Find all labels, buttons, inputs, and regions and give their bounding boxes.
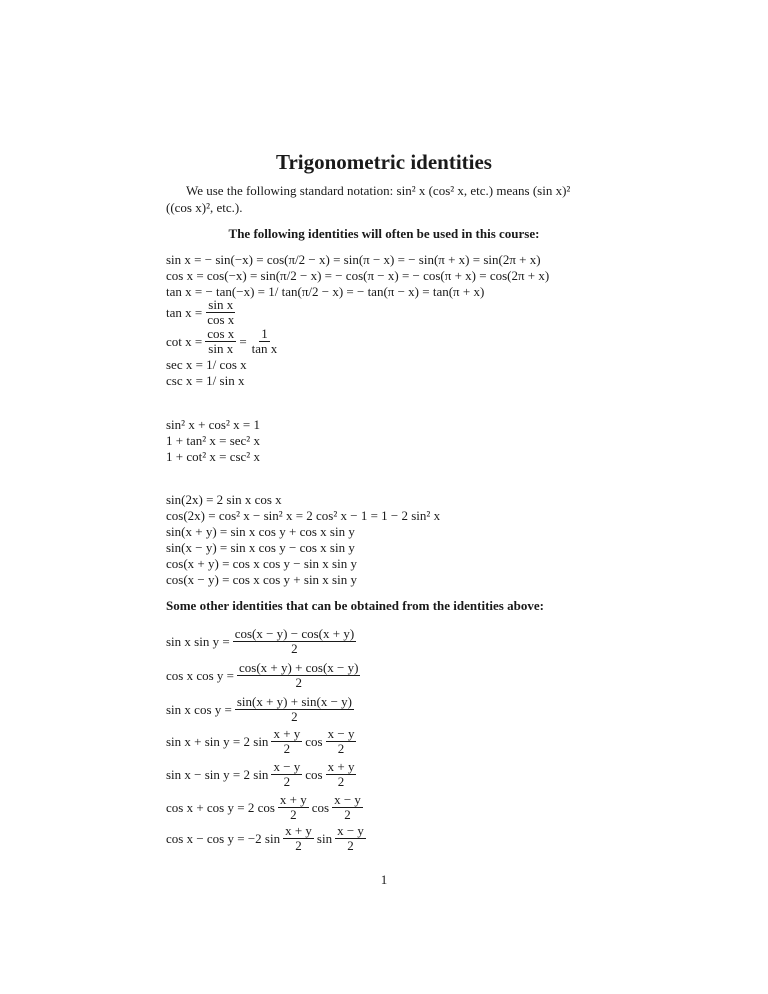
stp-num-1: x + y [279,792,307,807]
cot-denominator-1: sin x [208,341,234,356]
identity-sin-diff: sin(x − y) = sin x cos y − cos x sin y [166,540,355,555]
identity-cos-sum: cos(x + y) = cos x cos y − sin x sin y [166,556,357,571]
stp-fraction-2 [326,727,357,756]
stp-mid: cos [305,733,323,749]
stp-den-2: 2 [337,774,345,789]
stp-den-2: 2 [344,807,351,822]
cot-fraction-2 [250,327,280,356]
identity-tan: tan x = − tan(−x) = 1/ tan(π/2 − x) = − tan(π − x) = tan(π + x) [166,284,485,299]
stp-mid: cos [311,799,330,815]
tan-fraction [205,298,236,327]
cot-lhs: cot x = [166,333,203,349]
tan-denominator: cos x [207,312,235,327]
pythagorean-2: 1 + tan² x = sec² x [166,433,260,448]
page-title: Trigonometric identities [276,150,492,174]
intro-line-2: ((cos x)², etc.). [166,200,243,215]
sum-to-product-1 [166,727,359,756]
product-to-sum-1 [166,627,359,656]
stp-den-1: 2 [283,741,291,756]
stp-fraction-2 [335,824,366,853]
stp-fraction-1 [271,727,302,756]
pts-numerator: cos(x − y) − cos(x + y) [234,626,355,641]
cot-numerator-2: 1 [261,326,268,341]
stp-mid: cos [305,766,323,782]
pts-lhs: cos x cos y = [166,667,234,683]
cot-fraction-1 [205,327,236,356]
pts-lhs: sin x cos y = [166,701,232,717]
stp-fraction-2 [332,793,363,822]
sum-to-product-3 [166,793,366,822]
pts-denominator: 2 [291,709,298,724]
stp-lhs: sin x + sin y = 2 sin [166,733,269,749]
product-to-sum-2 [166,661,363,690]
csc-definition: csc x = 1/ sin x [166,373,245,388]
stp-mid: sin [316,830,333,846]
stp-num-1: x − y [273,759,301,774]
stp-num-1: x + y [285,823,312,838]
pts-numerator: cos(x + y) + cos(x − y) [239,660,359,675]
pts-fraction [233,627,356,656]
pts-numerator: sin(x + y) + sin(x − y) [236,694,352,709]
pythagorean-1: sin² x + cos² x = 1 [166,417,260,432]
tan-definition [166,298,239,327]
stp-fraction-1 [271,760,302,789]
stp-lhs: cos x + cos y = 2 cos [166,799,275,815]
cot-equals: = [239,333,247,349]
pts-lhs: sin x sin y = [166,633,230,649]
sum-to-product-4 [166,824,369,853]
stp-num-2: x − y [327,726,355,741]
page-number: 1 [380,872,388,887]
stp-den-2: 2 [347,838,354,853]
identity-sin-2x: sin(2x) = 2 sin x cos x [166,492,282,507]
stp-fraction-1 [278,793,309,822]
stp-num-2: x − y [334,792,361,807]
stp-num-2: x + y [327,759,355,774]
section-heading-derived: Some other identities that can be obtained from the identities above: [166,598,544,613]
stp-fraction-1 [283,824,314,853]
stp-den-1: 2 [290,807,297,822]
stp-fraction-2 [326,760,357,789]
stp-lhs: cos x − cos y = −2 sin [166,830,281,846]
pts-denominator: 2 [295,675,302,690]
intro-line-1: We use the following standard notation: sin² x (cos² x, etc.) means (sin x)² [186,183,571,198]
tan-lhs: tan x = [166,304,203,320]
pts-fraction [235,695,354,724]
pts-fraction [237,661,360,690]
stp-den-1: 2 [283,774,291,789]
identity-cos-diff: cos(x − y) = cos x cos y + sin x sin y [166,572,357,587]
identity-sin: sin x = − sin(−x) = cos(π/2 − x) = sin(π − x) = − sin(π + x) = sin(2π + x) [166,252,541,267]
stp-num-2: x − y [337,823,364,838]
section-heading-common: The following identities will often be used in this course: [228,226,540,241]
pythagorean-3: 1 + cot² x = csc² x [166,449,260,464]
cot-definition [166,327,282,356]
stp-lhs: sin x − sin y = 2 sin [166,766,269,782]
sum-to-product-2 [166,760,359,789]
identity-cos: cos x = cos(−x) = sin(π/2 − x) = − cos(π − x) = − cos(π + x) = cos(2π + x) [166,268,550,283]
identity-sin-sum: sin(x + y) = sin x cos y + cos x sin y [166,524,355,539]
pts-denominator: 2 [291,641,298,656]
tan-numerator: sin x [208,297,234,312]
stp-num-1: x + y [273,726,301,741]
stp-den-2: 2 [337,741,345,756]
cot-numerator-1: cos x [207,326,235,341]
sec-definition: sec x = 1/ cos x [166,357,247,372]
cot-denominator-2: tan x [251,341,278,356]
identity-cos-2x: cos(2x) = cos² x − sin² x = 2 cos² x − 1 = 1 − 2 sin² x [166,508,441,523]
stp-den-1: 2 [295,838,302,853]
product-to-sum-3 [166,695,357,724]
